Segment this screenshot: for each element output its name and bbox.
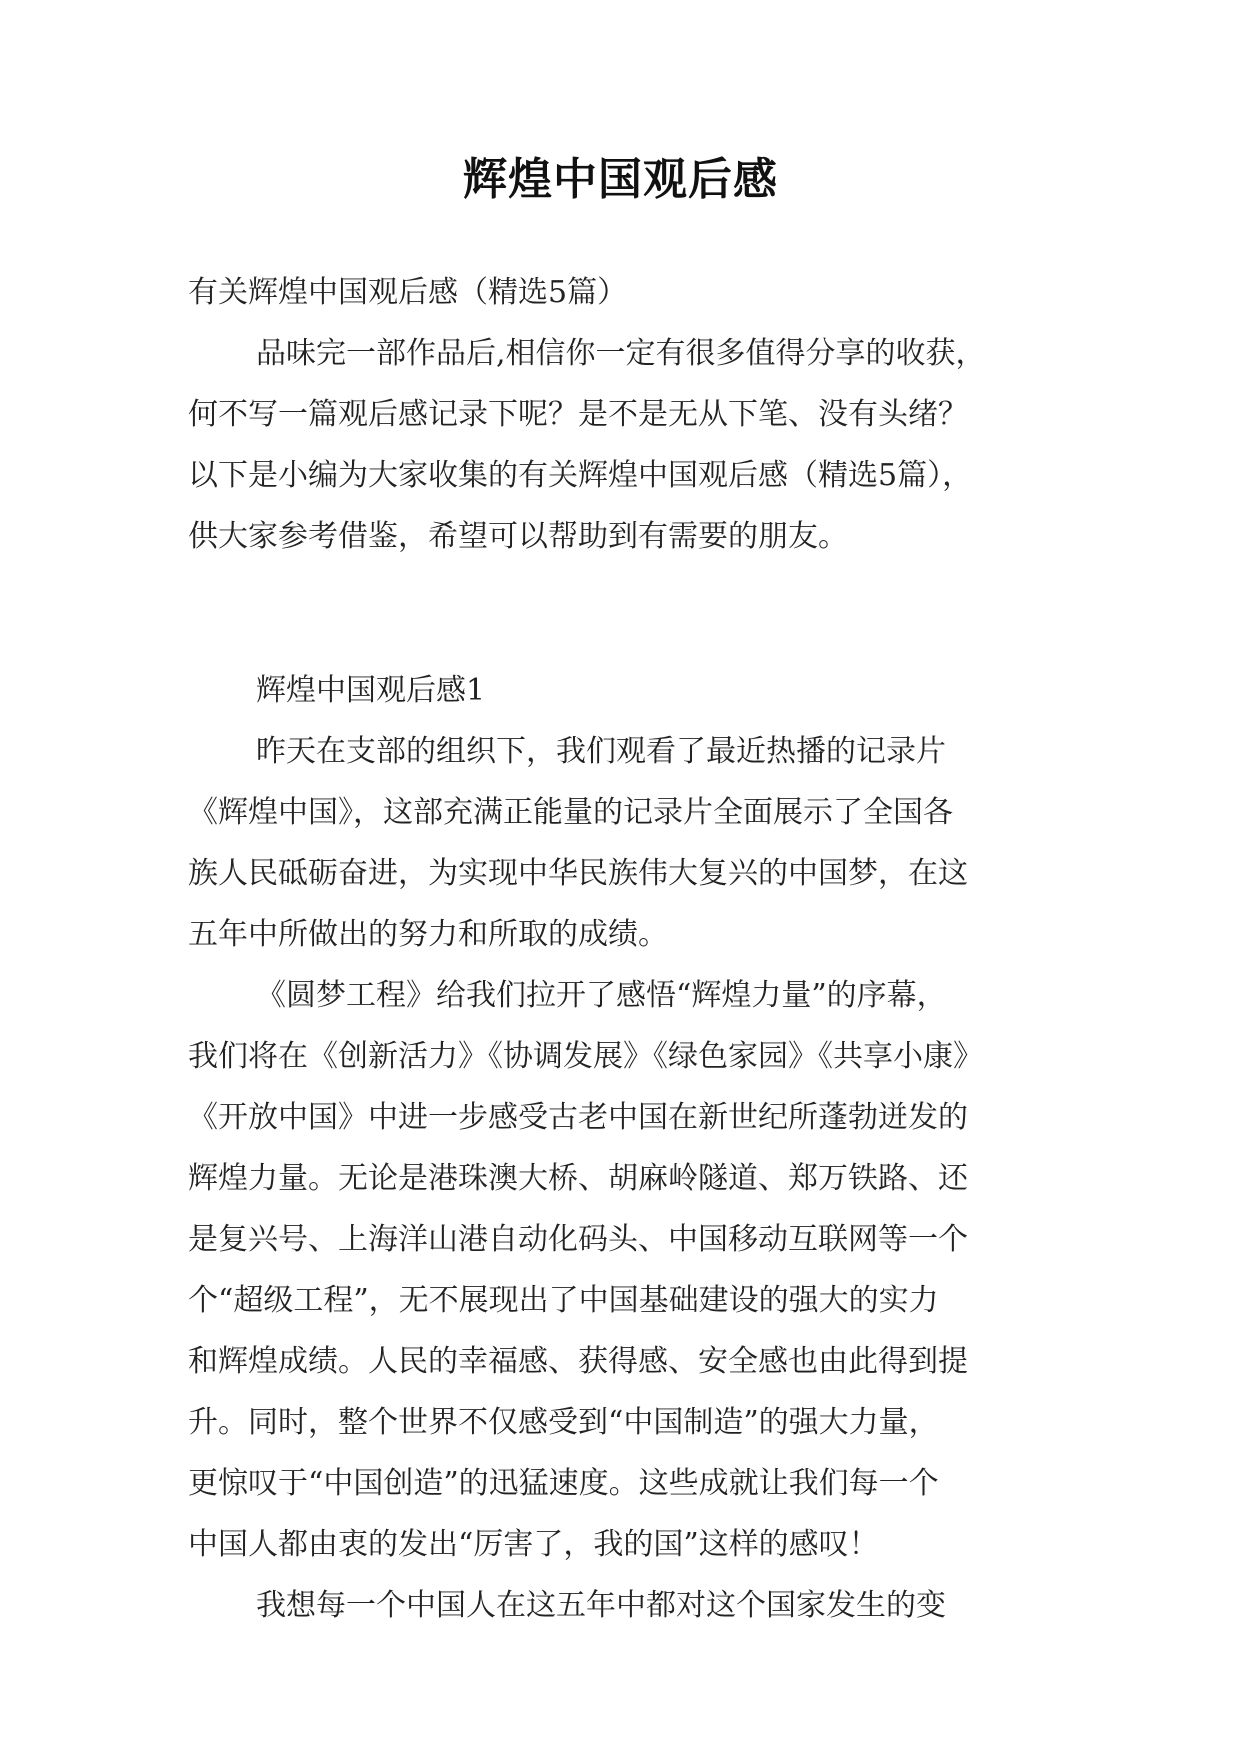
paragraph-line: 《开放中国》中进一步感受古老中国在新世纪所蓬勃迸发的 bbox=[188, 1100, 968, 1135]
paragraph-line: 个“超级工程”，无不展现出了中国基础建设的强大的实力 bbox=[188, 1283, 939, 1318]
paragraph-line: 《圆梦工程》给我们拉开了感悟“辉煌力量”的序幕， bbox=[256, 978, 947, 1013]
intro-line: 供大家参考借鉴，希望可以帮助到有需要的朋友。 bbox=[188, 519, 848, 554]
intro-line: 品味完一部作品后,相信你一定有很多值得分享的收获， bbox=[256, 336, 986, 371]
paragraph-line: 五年中所做出的努力和所取的成绩。 bbox=[188, 917, 668, 952]
document-body bbox=[188, 262, 1068, 1636]
paragraph-line: 中国人都由衷的发出“厉害了，我的国”这样的感叹！ bbox=[188, 1527, 879, 1562]
document-subtitle: 有关辉煌中国观后感（精选5篇） bbox=[188, 275, 628, 310]
paragraph-line: 昨天在支部的组织下，我们观看了最近热播的记录片 bbox=[256, 734, 946, 769]
paragraph-line: 《辉煌中国》，这部充满正能量的记录片全面展示了全国各 bbox=[188, 795, 953, 830]
paragraph-line: 我们将在《创新活力》《协调发展》《绿色家园》《共享小康》 bbox=[188, 1039, 983, 1074]
paragraph-line: 族人民砥砺奋进，为实现中华民族伟大复兴的中国梦，在这 bbox=[188, 856, 968, 891]
paragraph-line: 辉煌力量。无论是港珠澳大桥、胡麻岭隧道、郑万铁路、还 bbox=[188, 1161, 968, 1196]
paragraph-line: 升。同时，整个世界不仅感受到“中国制造”的强大力量， bbox=[188, 1405, 939, 1440]
paragraph-line: 我想每一个中国人在这五年中都对这个国家发生的变 bbox=[256, 1588, 946, 1623]
document-title: 辉煌中国观后感 bbox=[463, 154, 778, 205]
intro-line: 以下是小编为大家收集的有关辉煌中国观后感（精选5篇）， bbox=[188, 458, 973, 493]
paragraph-line: 和辉煌成绩。人民的幸福感、获得感、安全感也由此得到提 bbox=[188, 1344, 968, 1379]
intro-line: 何不写一篇观后感记录下呢？是不是无从下笔、没有头绪？ bbox=[188, 397, 968, 432]
section-heading: 辉煌中国观后感1 bbox=[256, 673, 486, 708]
paragraph-line: 是复兴号、上海洋山港自动化码头、中国移动互联网等一个 bbox=[188, 1222, 968, 1257]
paragraph-line: 更惊叹于“中国创造”的迅猛速度。这些成就让我们每一个 bbox=[188, 1466, 939, 1501]
section-spacer bbox=[188, 567, 1068, 660]
